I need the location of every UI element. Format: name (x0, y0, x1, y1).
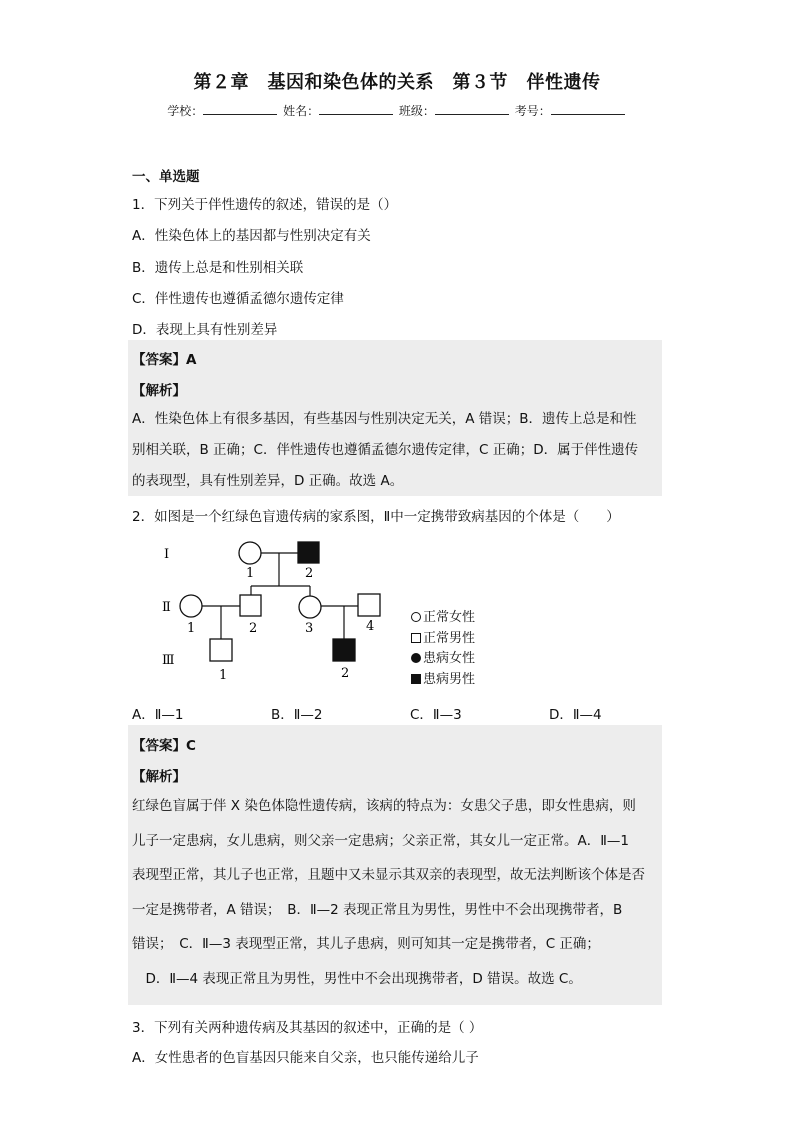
label-II3: 3 (305, 621, 314, 636)
exam-number-blank[interactable] (551, 102, 625, 115)
pedigree-III2-affected-male (333, 639, 355, 661)
label-II1: 1 (187, 621, 196, 636)
q2-options (132, 703, 688, 723)
q3-stem: 3．下列有关两种遗传病及其基因的叙述中，正确的是（ ） (132, 1020, 483, 1036)
class-blank[interactable] (435, 102, 509, 115)
q1-analysis (132, 404, 658, 497)
pedigree-legend (411, 608, 475, 690)
pedigree-chart (150, 530, 410, 690)
q1-answer: 【答案】A (132, 352, 197, 368)
pedigree-II2-normal-male (240, 595, 261, 616)
q1-analysis-line: A．性染色体上有很多基因，有些基因与性别决定无关，A 错误；B．遗传上总是和性 (132, 411, 637, 427)
label-I2: 2 (305, 566, 314, 581)
q1-stem: 1．下列关于伴性遗传的叙述，错误的是（） (132, 197, 398, 213)
legend-affected-male: 患病男性 (411, 670, 475, 691)
open-circle-icon (411, 612, 421, 622)
q3-option-a: A．女性患者的色盲基因只能来自父亲，也只能传递给儿子 (132, 1050, 479, 1066)
q2-analysis-line: 儿子一定患病，女儿患病，则父亲一定患病；父亲正常，其女儿一定正常。A．Ⅱ—1 (132, 832, 629, 849)
q1-analysis-line: 别相关联，B 正确；C．伴性遗传也遵循孟德尔遗传定律，C 正确；D．属于伴性遗传 (132, 442, 639, 458)
pedigree-II1-normal-female (180, 595, 202, 617)
section-title: 一、单选题 (132, 169, 200, 185)
q1-option-c: C．伴性遗传也遵循孟德尔遗传定律 (132, 291, 344, 307)
q1-option-d: D．表现上具有性别差异 (132, 322, 278, 338)
q1-option-a: A．性染色体上的基因都与性别决定有关 (132, 228, 371, 244)
filled-circle-icon (411, 653, 421, 663)
q2-analysis-line: D．Ⅱ—4 表现正常且为男性，男性中不会出现携带者，D 错误。故选 C。 (132, 970, 582, 987)
q2-option-d: D．Ⅱ—4 (549, 707, 602, 723)
label-I1: 1 (246, 566, 255, 581)
q2-analysis-line: 一定是携带者，A 错误； B．Ⅱ—2 表现正常且为男性，男性中不会出现携带者，B (132, 901, 623, 918)
page-title: 第２章 基因和染色体的关系 第３节 伴性遗传 (193, 72, 601, 93)
legend-normal-male: 正常男性 (411, 629, 475, 650)
generation-label-I: Ⅰ (164, 547, 170, 562)
student-info-row (0, 102, 794, 119)
q2-stem: 2．如图是一个红绿色盲遗传病的家系图，Ⅱ中一定携带致病基因的个体是（ ） (132, 509, 620, 525)
name-label: 姓名： (283, 104, 320, 118)
pedigree-I2-affected-male (298, 542, 319, 563)
q2-analysis-label: 【解析】 (132, 769, 186, 785)
pedigree-II4-normal-male (358, 594, 380, 616)
label-II2: 2 (249, 621, 258, 636)
pedigree-III1-normal-male (210, 639, 232, 661)
school-blank[interactable] (203, 102, 277, 115)
label-II4: 4 (366, 619, 375, 634)
pedigree-II3-normal-female (299, 596, 321, 618)
label-III1: 1 (219, 668, 228, 683)
q2-analysis-line: 红绿色盲属于伴 X 染色体隐性遗传病，该病的特点为：女患父子患，即女性患病，则 (132, 798, 636, 814)
q2-analysis-line: 错误； C．Ⅱ—3 表现型正常，其儿子患病，则可知其一定是携带者，C 正确； (132, 936, 600, 952)
label-III2: 2 (341, 666, 350, 681)
q2-analysis (132, 789, 658, 996)
pedigree-I1-normal-female (239, 542, 261, 564)
open-square-icon (411, 633, 421, 643)
q2-answer: 【答案】C (132, 738, 196, 754)
name-blank[interactable] (319, 102, 393, 115)
q2-option-b: B．Ⅱ—2 (271, 707, 323, 723)
generation-label-II: Ⅱ (162, 600, 171, 615)
legend-normal-female: 正常女性 (411, 608, 475, 629)
q2-option-a: A．Ⅱ—1 (132, 707, 184, 723)
q1-analysis-line: 的表现型，具有性别差异，D 正确。故选 A。 (132, 473, 404, 489)
q1-option-b: B．遗传上总是和性别相关联 (132, 260, 304, 276)
exam-number-label: 考号： (514, 104, 551, 118)
school-label: 学校： (167, 104, 204, 118)
legend-affected-female: 患病女性 (411, 649, 475, 670)
class-label: 班级： (398, 104, 435, 118)
q1-analysis-label: 【解析】 (132, 383, 186, 399)
q2-option-c: C．Ⅱ—3 (410, 707, 462, 723)
q2-analysis-line: 表现型正常，其儿子也正常，且题中又未显示其双亲的表现型，故无法判断该个体是否 (132, 867, 645, 883)
filled-square-icon (411, 674, 421, 684)
generation-label-III: Ⅲ (162, 653, 175, 668)
